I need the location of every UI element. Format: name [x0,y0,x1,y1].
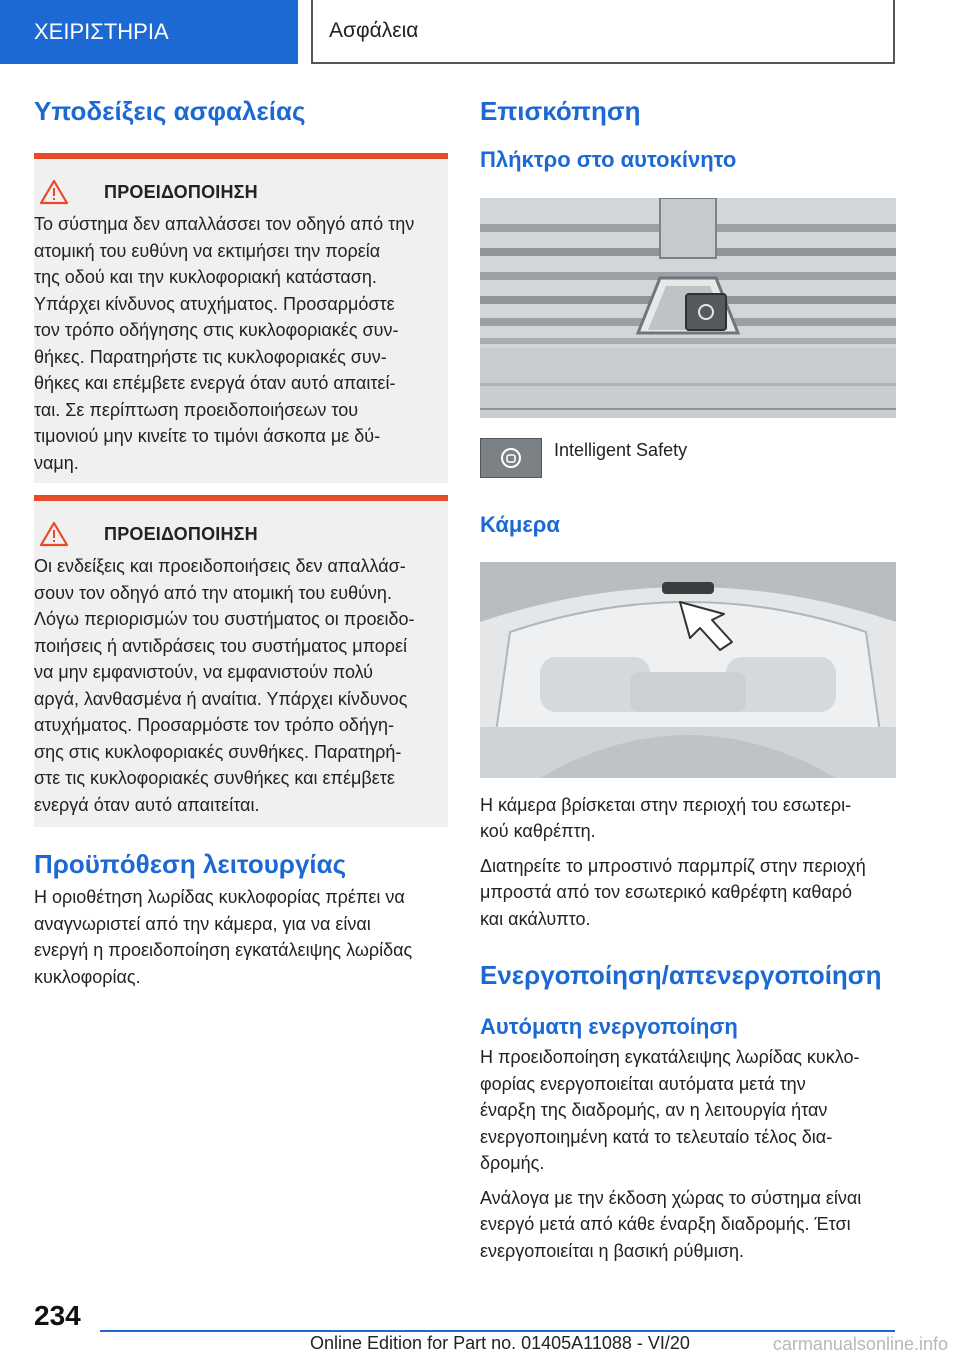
warning-2-text: Οι ενδείξεις και προειδοποιήσεις δεν απαλλάσ- σουν τον οδηγό από την ατομική του ευθύνη. Λόγω περιορισμών του συστήματος οι προειδο- ποιήσεις ή αντιδράσεις του συστήματος μπορεί να μην εμφανιστούν, να εμφανιστούν πολύ αργά, λανθασμένα ή αναίτια. Υπάρχει κίνδυνος ατυχήματος. Προσαρμόστε τον τρόπο οδήγη- σης στις κυκλοφοριακές συνθήκες. Παρατηρή- στε τις κυκλοφοριακές συνθήκες και επέμβετε ενεργά όταν αυτό απαιτείται. [34,556,415,815]
warning-box-1 [34,153,448,483]
requirement-heading: Προϋπόθεση λειτουργίας [34,849,347,880]
camera-location-text: Η κάμερα βρίσκεται στην περιοχή του εσωτερι- κού καθρέπτη. [480,794,852,842]
auto-activation-text-2: Ανάλογα με την έκδοση χώρας το σύστημα είναι ενεργό μετά από κάθε έναρξη διαδρομής. Έτσι ενεργοποιείται η βασική ρύθμιση. [480,1187,862,1261]
auto-activation-subheading: Αυτόματη ενεργοποίηση [480,1013,738,1039]
intelligent-safety-label: Intelligent Safety [554,439,688,460]
footer-divider [100,1330,895,1332]
edition-text: Online Edition for Part no. 01405A11088 - VI/20 [310,1333,690,1353]
warning-1-label: ΠΡΟΕΙΔΟΠΟΙΗΣΗ [104,181,258,202]
overview-heading: Επισκόπηση [480,96,641,126]
page-number: 234 [34,1300,81,1331]
camera-subheading: Κάμερα [480,511,560,537]
warning-box-2 [34,495,448,827]
watermark: carmanualsonline.info [772,1334,948,1354]
warning-2-header [34,521,448,547]
warning-1-header [34,179,448,205]
button-in-vehicle-subheading: Πλήκτρο στο αυτοκίνητο [480,147,737,173]
left-column [34,96,448,990]
camera-clean-text: Διατηρείτε το μπροστινό παρμπρίζ στην περιοχή μπροστά από τον εσωτερικό καθρέφτη καθαρό και ακάλυπτο. [480,855,866,929]
activation-heading: Ενεργοποίηση/απενεργοποίηση [480,960,882,991]
header-section-title: Ασφάλεια [329,19,419,42]
safety-notes-heading: Υποδείξεις ασφαλείας [34,96,306,126]
header-tab-label: ΧΕΙΡΙΣΤΗΡΙΑ [34,19,169,44]
header-section [311,0,895,64]
button-image [480,198,896,418]
requirement-text: Η οριοθέτηση λωρίδας κυκλοφορίας πρέπει να αναγνωριστεί από την κάμερα, για να είναι ενεργή η προειδοποίηση εγκατάλειψης λωρίδας κυκλοφορίας. [34,887,413,987]
auto-activation-text-1: Η προειδοποίηση εγκατάλειψης λωρίδας κυκλο- φορίας ενεργοποιείται αυτόματα μετά την έναρξη της διαδρομής, αν η λειτουργία ήταν ενεργοποιημένη κατά το τελευταίο τέλος δια- δρομής. [480,1047,860,1174]
warning-2-label: ΠΡΟΕΙΔΟΠΟΙΗΣΗ [104,523,258,544]
intelligent-safety-row [480,438,896,478]
warning-1-text: Το σύστημα δεν απαλλάσσει τον οδηγό από την ατομική του ευθύνη να εκτιμήσει την πορεία της οδού και την κυκλοφοριακή κατάσταση. Υπάρχει κίνδυνος ατυχήματος. Προσαρμόστε τον τρόπο οδήγησης στις κυκλοφοριακές συν- θήκες. Παρατηρήστε τις κυκλοφοριακές συν- θήκες και επέμβετε ενεργά όταν αυτό απαιτεί- ται. Σε περίπτωση προειδοποιήσεων του τιμονιού μην κινείτε το τιμόνι άσκοπα με δύ- ναμη. [34,214,415,473]
right-column [480,96,896,1264]
warning-triangle-icon [34,521,74,547]
camera-image [480,562,896,778]
warning-triangle-icon [34,179,74,205]
header-tab [0,0,298,64]
intelligent-safety-icon [480,438,542,478]
